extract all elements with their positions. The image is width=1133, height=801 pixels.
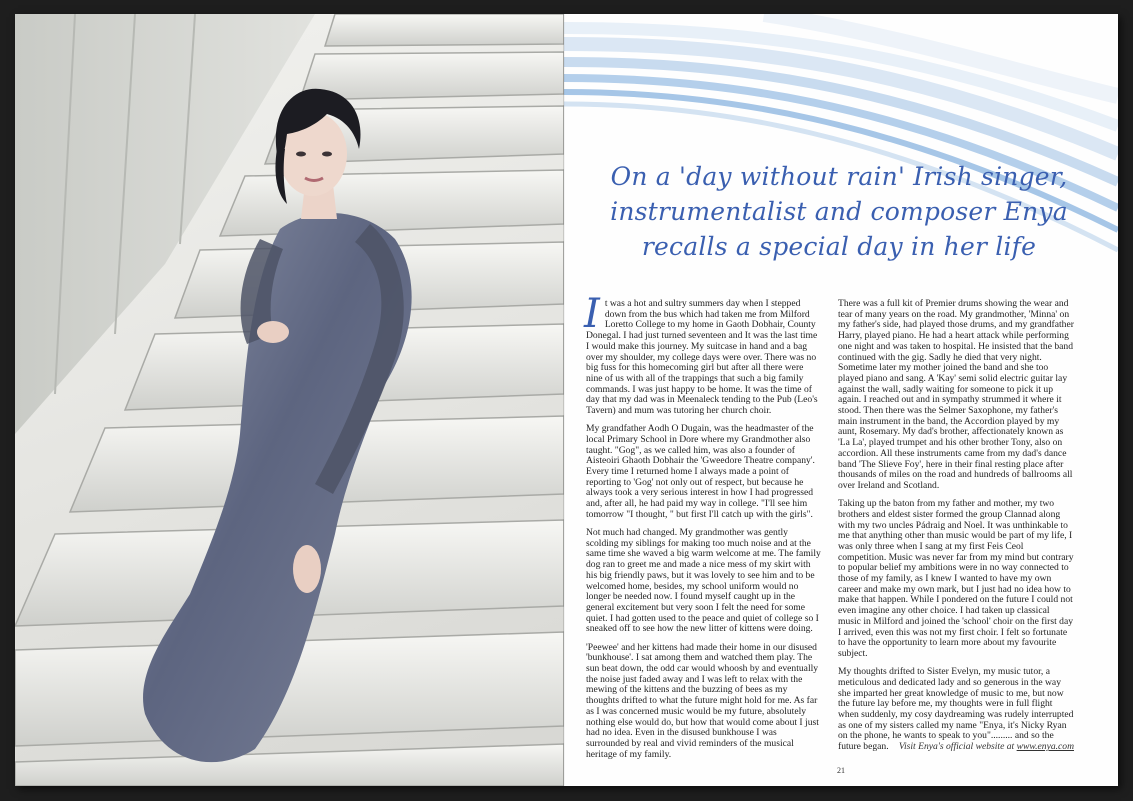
page-gutter <box>563 14 565 786</box>
photo-singer-on-stairs <box>15 14 564 786</box>
article-headline: On a 'day without rain' Irish singer, instrumentalist and composer Enya recalls a special day in her life <box>610 162 1068 261</box>
paragraph: My grandfather Aodh O Dugain, was the headmaster of the local Primary School in Dore where my Grandmother also taught. "Gog", as we called him, was also a founder of Aisteoiri Ghaoth Dobhair the 'Gweedore Theatre company'. Every time I returned home I always made a point of reporting to 'Gog' not only out of respect, but because he always took a very serious interest in how I had progressed and, after all, he had paid my way in college. "I'll see him tomorrow "I thought, " but first I'll catch up with the girls". <box>586 423 815 520</box>
drop-cap: I <box>584 291 600 337</box>
article-column-1 <box>584 291 822 768</box>
website-credit <box>838 741 1074 752</box>
paragraph: Taking up the baton from my father and mother, my two brothers and eldest sister formed the group Clannad along with my two uncles Pádraig and Noel. It was unthinkable to me that anything other than music would be part of my life, I was only three when I sang at my first Feis Ceol competition. Music was never far from my mind but contrary to popular belief my ambitions were in no way connected to those of my family, as I knew I wanted to have my own career and make my own mark, but I just had no idea how to make that happen. While I pondered on the future I could not even imagine any other choice. I had taken up classical music in Milford and joined the 'school' choir on the first day I arrived, even this was not my first choir. I felt so fortunate to have the opportunity to learn more about my favourite subject. <box>838 498 1074 659</box>
paragraph: 'Peewee' and her kittens had made their home in our disused 'bunkhouse'. I sat among them and watched them play. The sun beat down, the odd car would whoosh by and eventually the noise just faded away and I was left to relax with the mewing of the kittens and the buzzing of bees as my thoughts drifted to what the future might hold for me. As far as I was concerned music would be my future, absolutely nothing else would do, but how that would come about I just had no idea. Even in the disused bunkhouse I was surrounded by real and vivid reminders of the musical heritage of my family. <box>586 641 819 760</box>
paragraph: There was a full kit of Premier drums showing the wear and tear of many years on the road. My grandmother, 'Minna' on my father's side, had played those drums, and my grandfather Harry, played piano. He had a heart attack while performing one night and was taken to hospital. He insisted that the band continued with the gig. Sadly he died that very night. Sometime later my mother joined the band and she too played piano and sang. A 'Kay' semi solid electric guitar lay against the wall, sadly waiting for someone to pick it up again. I reached out and in sympathy strummed it where it stood. Then there was the Selmer Saxophone, my father's main instrument in the band, the Accordion played by my aunt, Rosemary. My dad's brother, affectionately known as 'La La', played trumpet and his other brother Tony, also on accordion. All these instruments came from my dad's dance band 'The Slieve Foy', here in their final resting place after thousands of miles on the road and hundreds of ballrooms all over Ireland and Scotland. <box>838 298 1074 491</box>
paragraph-text: t was a hot and sultry summers day when I stepped down from the bus which had taken me from Milford Loretto College to my home in Gaoth Dobhair, County Donegal. I had just turned seventeen and It was the last time I would make this journey. My suitcase in hand and a bag over my shoulder, my college days were over. There was no big fuss for this homecoming girl but after all there were nine of us with all of the trappings that such a big family commands. I was just happy to be home. It was the time of day that my dad was in Meenaleck tending to the Pub (Leo's Tavern) and mum was tutoring her church choir. <box>586 298 818 417</box>
website-link[interactable]: www.enya.com <box>1016 741 1074 752</box>
photo-illustration <box>15 14 564 786</box>
paragraph: Not much had changed. My grandmother was gently scolding my siblings for making too much noise and at the same time she waved a big warm welcome at me. The family dog ran to greet me and made a nice mess of my skirt with his big friendly paws, but it was lovely to see him and to be welcomed home, besides, my school uniform would no longer be needed now. I found myself caught up in the general excitement but very soon I felt the need for some quiet. I had gotten used to the peace and quiet of college so I sneaked off to see how the new litter of kittens were doing. <box>586 527 821 635</box>
article-column-2 <box>838 299 1074 760</box>
website-credit-text: Visit Enya's official website at <box>898 741 1017 752</box>
magazine-spread <box>15 14 1118 786</box>
paragraph: My thoughts drifted to Sister Evelyn, my music tutor, a meticulous and dedicated lady and so generous in the way she imparted her great knowledge of music to me, but now the future lay before me, my thoughts were in full flight when suddenly, my cosy daydreaming was rudely interrupted as one of my sisters called my name "Enya, it's Nicky Ryan on the phone, he wants to speak to you"......... and so the future began. <box>838 666 1074 753</box>
article-page <box>564 14 1118 786</box>
page-number: 21 <box>837 766 845 775</box>
paragraph <box>584 291 822 417</box>
